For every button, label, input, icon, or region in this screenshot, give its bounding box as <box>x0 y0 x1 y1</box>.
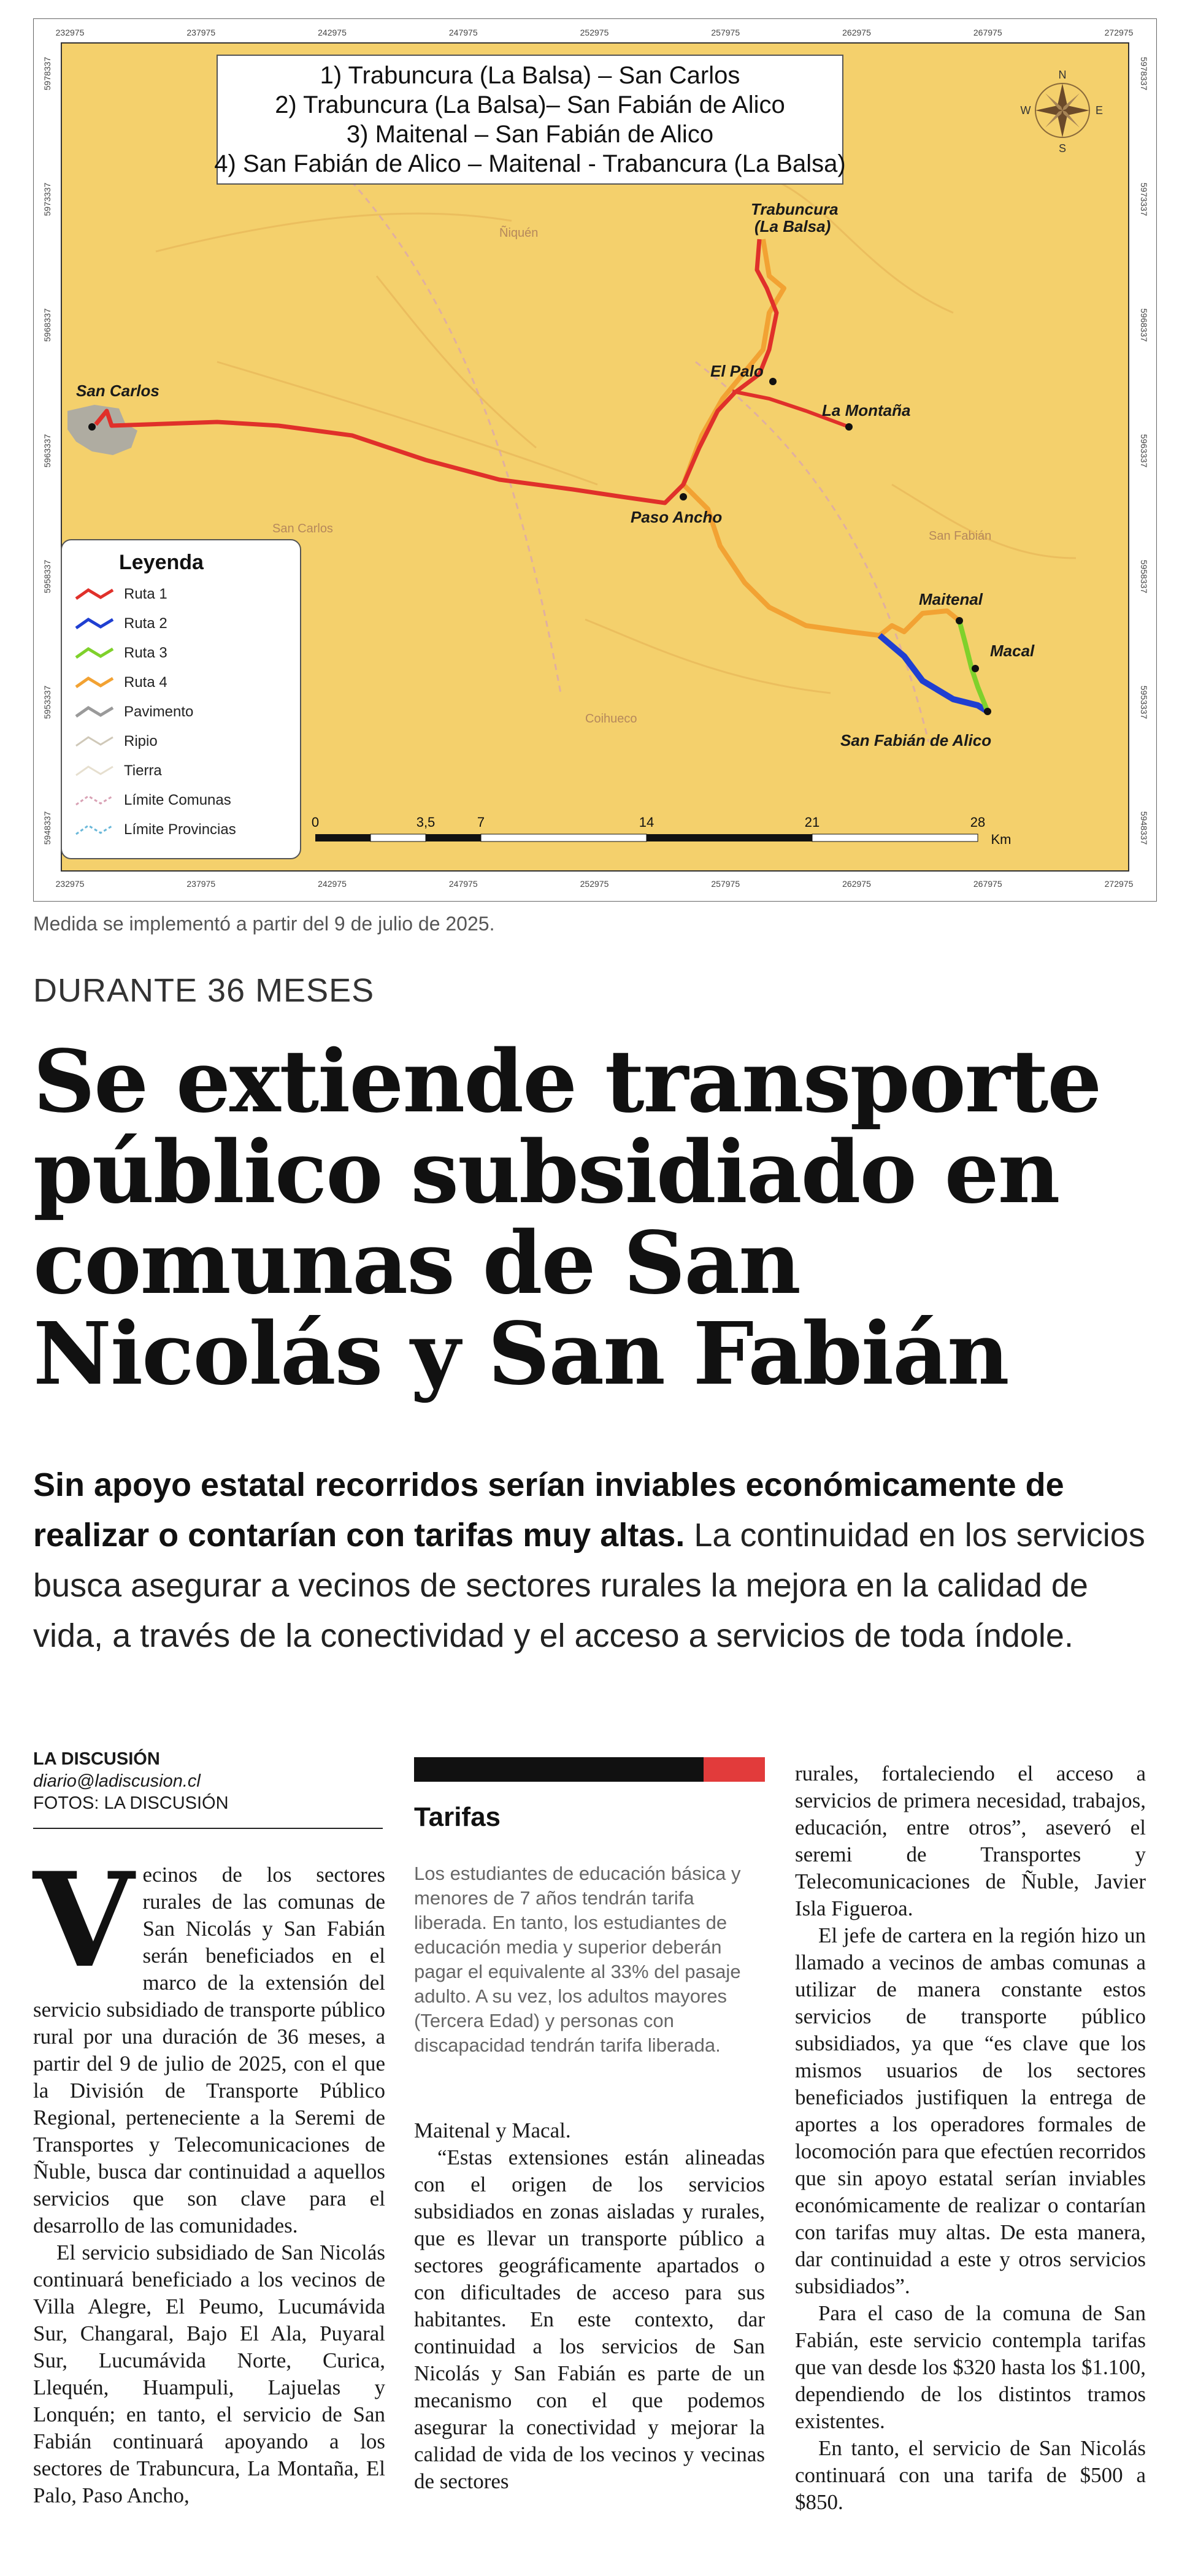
coordinate-tick-label: 272975 <box>1104 879 1134 889</box>
sidebar-title: Tarifas <box>414 1802 501 1832</box>
coordinate-tick-label: 5958337 <box>42 559 52 594</box>
dropcap: V <box>33 1844 134 1996</box>
coordinate-tick-label: 232975 <box>55 28 85 37</box>
map-legend <box>61 540 301 859</box>
coordinate-tick-label: 5978337 <box>1139 56 1149 91</box>
paragraph-8: En tanto, el servicio de San Nicolás continuará con una tarifa de $500 a $850. <box>795 2436 1146 2514</box>
lede-bold: Sin apoyo estatal recorridos serían inviables económicamente de realizar o contarían con tarifas muy altas. <box>33 1466 1064 1554</box>
legend-label: Pavimento <box>124 703 194 720</box>
paragraph-3: Maitenal y Macal. <box>414 2118 571 2142</box>
map-title-line-4: 4) San Fabián de Alico – Maitenal - Trabancura (La Balsa) <box>214 150 846 177</box>
coordinate-tick-label: 5968337 <box>42 308 52 342</box>
region-label-niquen: Ñiquén <box>499 226 539 240</box>
scale-label-0: 0 <box>311 815 320 830</box>
kicker: DURANTE 36 MESES <box>33 972 375 1009</box>
sidebar-bar-accent <box>704 1757 765 1782</box>
map-title-line-3: 3) Maitenal – San Fabián de Alico <box>346 121 714 148</box>
coordinate-tick-label: 237975 <box>186 879 216 889</box>
dot-san-carlos <box>88 423 96 431</box>
compass-n: N <box>1058 69 1067 81</box>
coordinate-tick-label: 252975 <box>580 879 609 889</box>
coordinate-tick-label: 5978337 <box>42 56 52 91</box>
article-column-1 <box>33 1844 385 2509</box>
coordinate-tick-label: 262975 <box>842 28 871 37</box>
route-map <box>33 18 1157 902</box>
coordinate-tick-label: 5963337 <box>42 434 52 468</box>
coordinate-tick-label: 267975 <box>973 28 1002 37</box>
place-label-trabuncura: Trabuncura <box>751 200 839 218</box>
byline-email[interactable]: diario@ladiscusion.cl <box>33 1771 201 1791</box>
paragraph-1 <box>33 1844 385 2239</box>
coordinate-tick-label: 247975 <box>448 28 478 37</box>
coordinate-tick-label: 272975 <box>1104 28 1134 37</box>
legend-label: Ruta 3 <box>124 645 167 661</box>
coordinate-tick-label: 257975 <box>711 28 740 37</box>
map-title-line-1: 1) Trabuncura (La Balsa) – San Carlos <box>320 62 740 89</box>
coordinate-tick-label: 232975 <box>55 879 85 889</box>
coordinate-tick-label: 5963337 <box>1139 434 1149 468</box>
place-label-paso-ancho: Paso Ancho <box>631 508 723 526</box>
coordinate-tick-label: 237975 <box>186 28 216 37</box>
coordinate-tick-label: 252975 <box>580 28 609 37</box>
coordinate-tick-label: 5968337 <box>1139 308 1149 342</box>
paragraph-5: rurales, fortaleciendo el acceso a servicios de primera necesidad, trabajos, educación, entre otros”, aseveró el seremi de Transportes y Telecomunicaciones de Ñuble, Javier Isla Figueroa. <box>795 1761 1146 1920</box>
scale-label-3: 14 <box>639 815 654 830</box>
coordinate-tick-label: 5953337 <box>42 685 52 719</box>
place-label-san-fabian: San Fabián de Alico <box>840 731 992 749</box>
legend-label: Tierra <box>124 762 162 779</box>
scale-label-5: 28 <box>970 815 986 830</box>
place-label-la-balsa: (La Balsa) <box>754 217 831 236</box>
lede <box>33 1460 1156 1661</box>
map-title-box <box>214 55 845 184</box>
coordinate-tick-label: 5953337 <box>1139 685 1149 719</box>
coordinate-tick-label: 5948337 <box>1139 811 1149 845</box>
region-label-san-fabian: San Fabián <box>929 529 992 543</box>
coordinate-tick-label: 242975 <box>318 879 347 889</box>
place-label-macal: Macal <box>990 642 1035 660</box>
coordinate-tick-label: 257975 <box>711 879 740 889</box>
legend-label: Límite Comunas <box>124 792 231 808</box>
legend-label: Ruta 1 <box>124 586 167 602</box>
article-column-3 <box>795 1760 1146 2516</box>
byline <box>33 1748 383 1829</box>
headline: Se extiende transporte público subsidiado en comunas de San Nicolás y San Fabián <box>33 1032 1101 1405</box>
sidebar-bar <box>414 1757 765 1782</box>
map-caption: Medida se implementó a partir del 9 de julio de 2025. <box>33 913 495 935</box>
coordinate-tick-label: 5948337 <box>42 811 52 845</box>
dot-san-fabian <box>984 708 991 715</box>
place-label-san-carlos: San Carlos <box>76 381 159 400</box>
scale-label-2: 7 <box>477 815 485 830</box>
byline-name: LA DISCUSIÓN <box>33 1749 160 1769</box>
place-label-el-palo: El Palo <box>710 362 764 380</box>
article-column-2 <box>414 2117 765 2495</box>
coordinate-tick-label: 5958337 <box>1139 559 1149 594</box>
dot-maitenal <box>956 617 963 624</box>
legend-title: Leyenda <box>119 551 204 574</box>
scale-unit: Km <box>991 832 1012 847</box>
region-label-san-carlos: San Carlos <box>272 522 333 535</box>
sidebar-text: Los estudiantes de educación básica y menores de 7 años tendrán tarifa liberada. En tanto, los estudiantes de educación media y superior deberán pagar el equivalente al 33% del pasaje adulto. A su vez, los adultos mayores (Tercera Edad) y personas con discapacidad tendrán tarifa liberada. <box>414 1863 741 2056</box>
map-title-line-2: 2) Trabuncura (La Balsa)– San Fabián de Alico <box>275 91 785 118</box>
coordinate-tick-label: 247975 <box>448 879 478 889</box>
coordinate-tick-label: 5973337 <box>42 182 52 217</box>
dot-paso-ancho <box>680 493 687 500</box>
place-label-maitenal: Maitenal <box>919 590 983 608</box>
compass-s: S <box>1058 142 1067 155</box>
legend-label: Ripio <box>124 733 158 749</box>
paragraph-2: El servicio subsidiado de San Nicolás continuará beneficiado a los vecinos de Villa Alegre, El Peumo, Lucumávida Sur, Changaral, Bajo El Ala, Puyaral Sur, Lucumávida Norte, Curica, Llequén, Huampuli, Lajuelas y Lonquén; en tanto, el servicio de San Fabián continuará apoyando a los sectores de Trabuncura, La Montaña, El Palo, Paso Ancho, <box>33 2241 385 2507</box>
paragraph-1-text: ecinos de los sectores rurales de las comunas de San Nicolás y San Fabián serán beneficiados en el marco de la extensión del servicio subsidiado de transporte público rural por una duración de 36 meses, a partir del 9 de julio de 2025, con el que la División de Transporte Público Regional, perteneciente a la Seremi de Transportes y Telecomunicaciones de Ñuble, busca dar continuidad a aquellos servicios que son clave para el desarrollo de las comunidades. <box>33 1863 385 2237</box>
legend-label: Ruta 4 <box>124 674 167 691</box>
paragraph-6: El jefe de cartera en la región hizo un llamado a vecinos de ambas comunas a utilizar de manera constante estos servicios de transporte público subsidiados, ya que “es clave que los mismos usuarios de los sectores beneficiados justifiquen la entrega de aportes a los operadores formales de locomoción para que efectúen recorridos que sin apoyo estatal serían inviables económicamente de realizar o contarían con tarifas muy altas. De esta manera, dar continuidad a este y otros servicios subsidiados”. <box>795 1923 1146 2298</box>
dot-macal <box>972 665 979 672</box>
coordinate-tick-label: 262975 <box>842 879 871 889</box>
compass-w: W <box>1020 104 1031 117</box>
scale-label-1: 3,5 <box>416 815 436 830</box>
dot-el-palo <box>769 378 777 385</box>
paragraph-4: “Estas extensiones están alineadas con el origen de los servicios subsidiados en zonas aisladas y rurales, que es llevar un transporte público a sectores geográficamente apartados o con dificultades de acceso para sus habitantes. En este contexto, dar continuidad a los servicios de San Nicolás y San Fabián es parte de un mecanismo con el que podemos asegurar la conectividad y mejorar la calidad de vida de los vecinos y vecinas de sectores <box>414 2145 765 2493</box>
coordinate-tick-label: 242975 <box>318 28 347 37</box>
coordinate-tick-label: 267975 <box>973 879 1002 889</box>
dot-la-montana <box>845 423 853 431</box>
legend-label: Límite Provincias <box>124 821 236 838</box>
byline-photos: FOTOS: LA DISCUSIÓN <box>33 1793 229 1813</box>
place-label-la-montana: La Montaña <box>822 401 911 420</box>
scale-label-4: 21 <box>804 815 820 830</box>
lede-text: La continuidad en los servicios busca asegurar a vecinos de sectores rurales la mejora en la calidad de vida, a través de la conectividad y el acceso a servicios de toda índole. <box>33 1517 1145 1654</box>
region-label-coihueco: Coihueco <box>585 712 637 726</box>
compass-e: E <box>1095 104 1104 117</box>
coordinate-tick-label: 5973337 <box>1139 182 1149 217</box>
legend-label: Ruta 2 <box>124 615 167 632</box>
sidebar-bar-dark <box>414 1757 704 1782</box>
paragraph-7: Para el caso de la comuna de San Fabián, este servicio contempla tarifas que van desde los $320 hasta los $1.100, dependiendo de los distintos tramos existentes. <box>795 2301 1146 2433</box>
